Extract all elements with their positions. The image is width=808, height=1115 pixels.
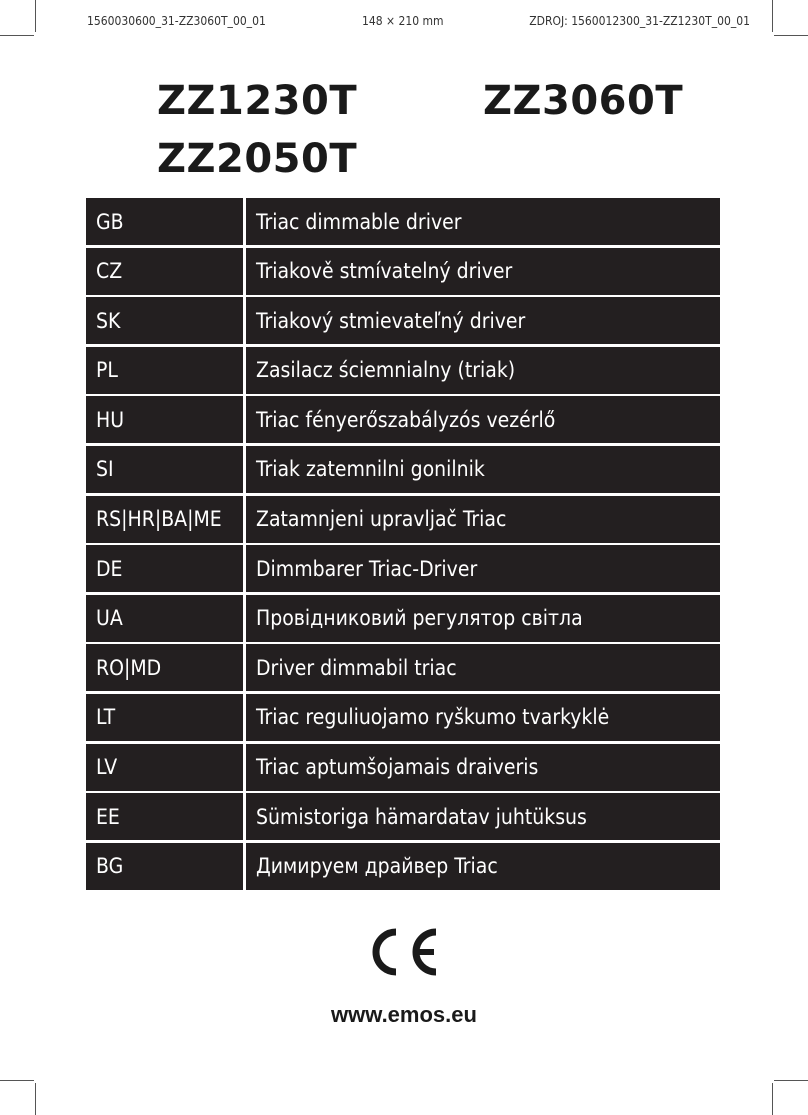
crop-mark (35, 1083, 36, 1115)
product-name: Triakově stmívatelný driver (246, 248, 720, 295)
language-table (86, 198, 720, 892)
language-row (86, 396, 720, 443)
language-row (86, 595, 720, 642)
language-row (86, 793, 720, 840)
language-code: HU (86, 396, 243, 443)
product-name: Triac fényerőszabályzós vezérlő (246, 396, 720, 443)
language-row (86, 843, 720, 890)
language-row (86, 248, 720, 295)
language-code: RO|MD (86, 644, 243, 691)
language-row (86, 198, 720, 245)
product-name: Triak zatemnilni gonilnik (246, 446, 720, 493)
source-code: ZDROJ: 1560012300_31-ZZ1230T_00_01 (529, 14, 750, 28)
language-code: LV (86, 744, 243, 791)
product-name: Triac aptumšojamais draiveris (246, 744, 720, 791)
product-name: Driver dimmabil triac (246, 644, 720, 691)
model-title: ZZ2050T (157, 136, 358, 182)
language-row (86, 644, 720, 691)
crop-mark (0, 35, 34, 36)
language-code: DE (86, 545, 243, 592)
language-code: SI (86, 446, 243, 493)
language-row (86, 694, 720, 741)
language-row (86, 545, 720, 592)
file-code: 1560030600_31-ZZ3060T_00_01 (87, 14, 266, 28)
language-code: UA (86, 595, 243, 642)
language-code: EE (86, 793, 243, 840)
language-row (86, 446, 720, 493)
product-name: Zasilacz ściemnialny (triak) (246, 347, 720, 394)
language-code: SK (86, 297, 243, 344)
language-code: LT (86, 694, 243, 741)
model-titles (157, 78, 684, 198)
crop-mark (772, 1083, 773, 1115)
print-header (0, 14, 808, 34)
product-name: Dimmbarer Triac-Driver (246, 545, 720, 592)
language-code: GB (86, 198, 243, 245)
language-code: BG (86, 843, 243, 890)
ce-mark-icon (366, 926, 446, 978)
product-name: Triac reguliuojamo ryškumo tvarkyklė (246, 694, 720, 741)
language-code: PL (86, 347, 243, 394)
language-code: RS|HR|BA|ME (86, 496, 243, 543)
language-row (86, 297, 720, 344)
product-name: Triakový stmievateľný driver (246, 297, 720, 344)
crop-mark (774, 35, 808, 36)
product-name: Zatamnjeni upravljač Triac (246, 496, 720, 543)
product-name: Triac dimmable driver (246, 198, 720, 245)
website-url: www.emos.eu (331, 1002, 477, 1027)
language-row (86, 347, 720, 394)
language-code: CZ (86, 248, 243, 295)
crop-mark (774, 1080, 808, 1081)
model-title: ZZ1230T (157, 78, 358, 124)
product-name: Sümistoriga hämardatav juhtüksus (246, 793, 720, 840)
product-name: Димируем драйвер Triac (246, 843, 720, 890)
language-row (86, 496, 720, 543)
page-size: 148 × 210 mm (362, 14, 444, 28)
crop-mark (0, 1080, 34, 1081)
language-row (86, 744, 720, 791)
product-name: Провідниковий регулятор світла (246, 595, 720, 642)
model-title: ZZ3060T (483, 78, 684, 124)
